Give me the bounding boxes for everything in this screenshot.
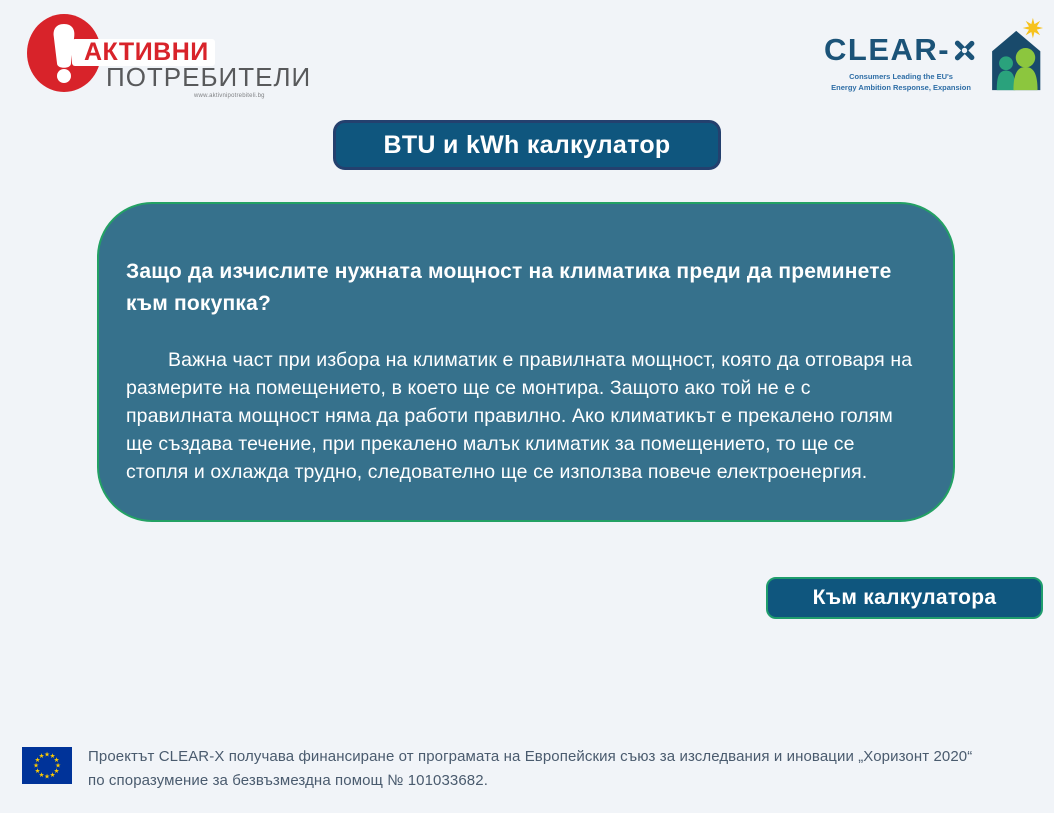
sun-icon bbox=[1023, 18, 1043, 38]
svg-text:★: ★ bbox=[49, 753, 56, 761]
svg-text:★: ★ bbox=[53, 768, 60, 776]
svg-text:★: ★ bbox=[55, 762, 61, 770]
page-title-banner[interactable]: BTU и kWh калкулатор bbox=[333, 120, 721, 170]
svg-text:★: ★ bbox=[44, 751, 50, 759]
eu-flag-icon bbox=[22, 747, 72, 784]
funding-statement: Проектът CLEAR-X получава финансиране от програмата на Европейския съюз за изследвания и иновации „Хоризонт 2020“ по споразумение за безвъзмездна помощ № 101033682. bbox=[88, 748, 973, 789]
clearx-wordmark-block bbox=[824, 16, 978, 94]
logo-word-aktivni: АКТИВНИ bbox=[72, 39, 215, 66]
info-card-heading: Защо да изчислите нужната мощност на климатика преди да преминете към покупка? bbox=[126, 260, 892, 315]
activni-potrebiteli-logo[interactable] bbox=[16, 6, 312, 102]
house-family-sun-icon bbox=[990, 16, 1048, 92]
logo-word-potrebiteli: ПОТРЕБИТЕЛИ bbox=[106, 62, 312, 92]
svg-text:★: ★ bbox=[44, 773, 50, 781]
svg-text:★: ★ bbox=[33, 762, 39, 770]
info-card bbox=[97, 202, 955, 522]
footer bbox=[0, 743, 1054, 813]
svg-text:★: ★ bbox=[34, 757, 41, 765]
pinwheel-x-icon bbox=[951, 37, 978, 64]
svg-text:★: ★ bbox=[38, 753, 45, 761]
info-card-body: Важна част при избора на климатик е правилната мощност, която да отговаря на размерите на помещението, в което ще се монтира. Защото ако той не е с правилната мощност няма да работи правилно. Ако климатикът е прекалено голям ще създава течение, при прекалено малък климатик за помещението, то ще се стопля и охлажда трудно, следователно ще се използва повече електроенергия. bbox=[126, 348, 913, 484]
clearx-wordmark: CLEAR- bbox=[824, 34, 978, 65]
svg-text:★: ★ bbox=[53, 757, 60, 765]
to-calculator-button[interactable]: Към калкулатора bbox=[766, 577, 1043, 619]
logo-website-url: www.aktivnipotrebiteli.bg bbox=[194, 93, 265, 99]
clearx-tagline: Consumers Leading the EU's Energy Ambition Response, Expansion bbox=[831, 72, 971, 92]
clearx-logo[interactable] bbox=[824, 16, 1046, 94]
svg-text:★: ★ bbox=[34, 768, 41, 776]
svg-text:★: ★ bbox=[49, 772, 56, 780]
svg-text:★: ★ bbox=[38, 772, 45, 780]
